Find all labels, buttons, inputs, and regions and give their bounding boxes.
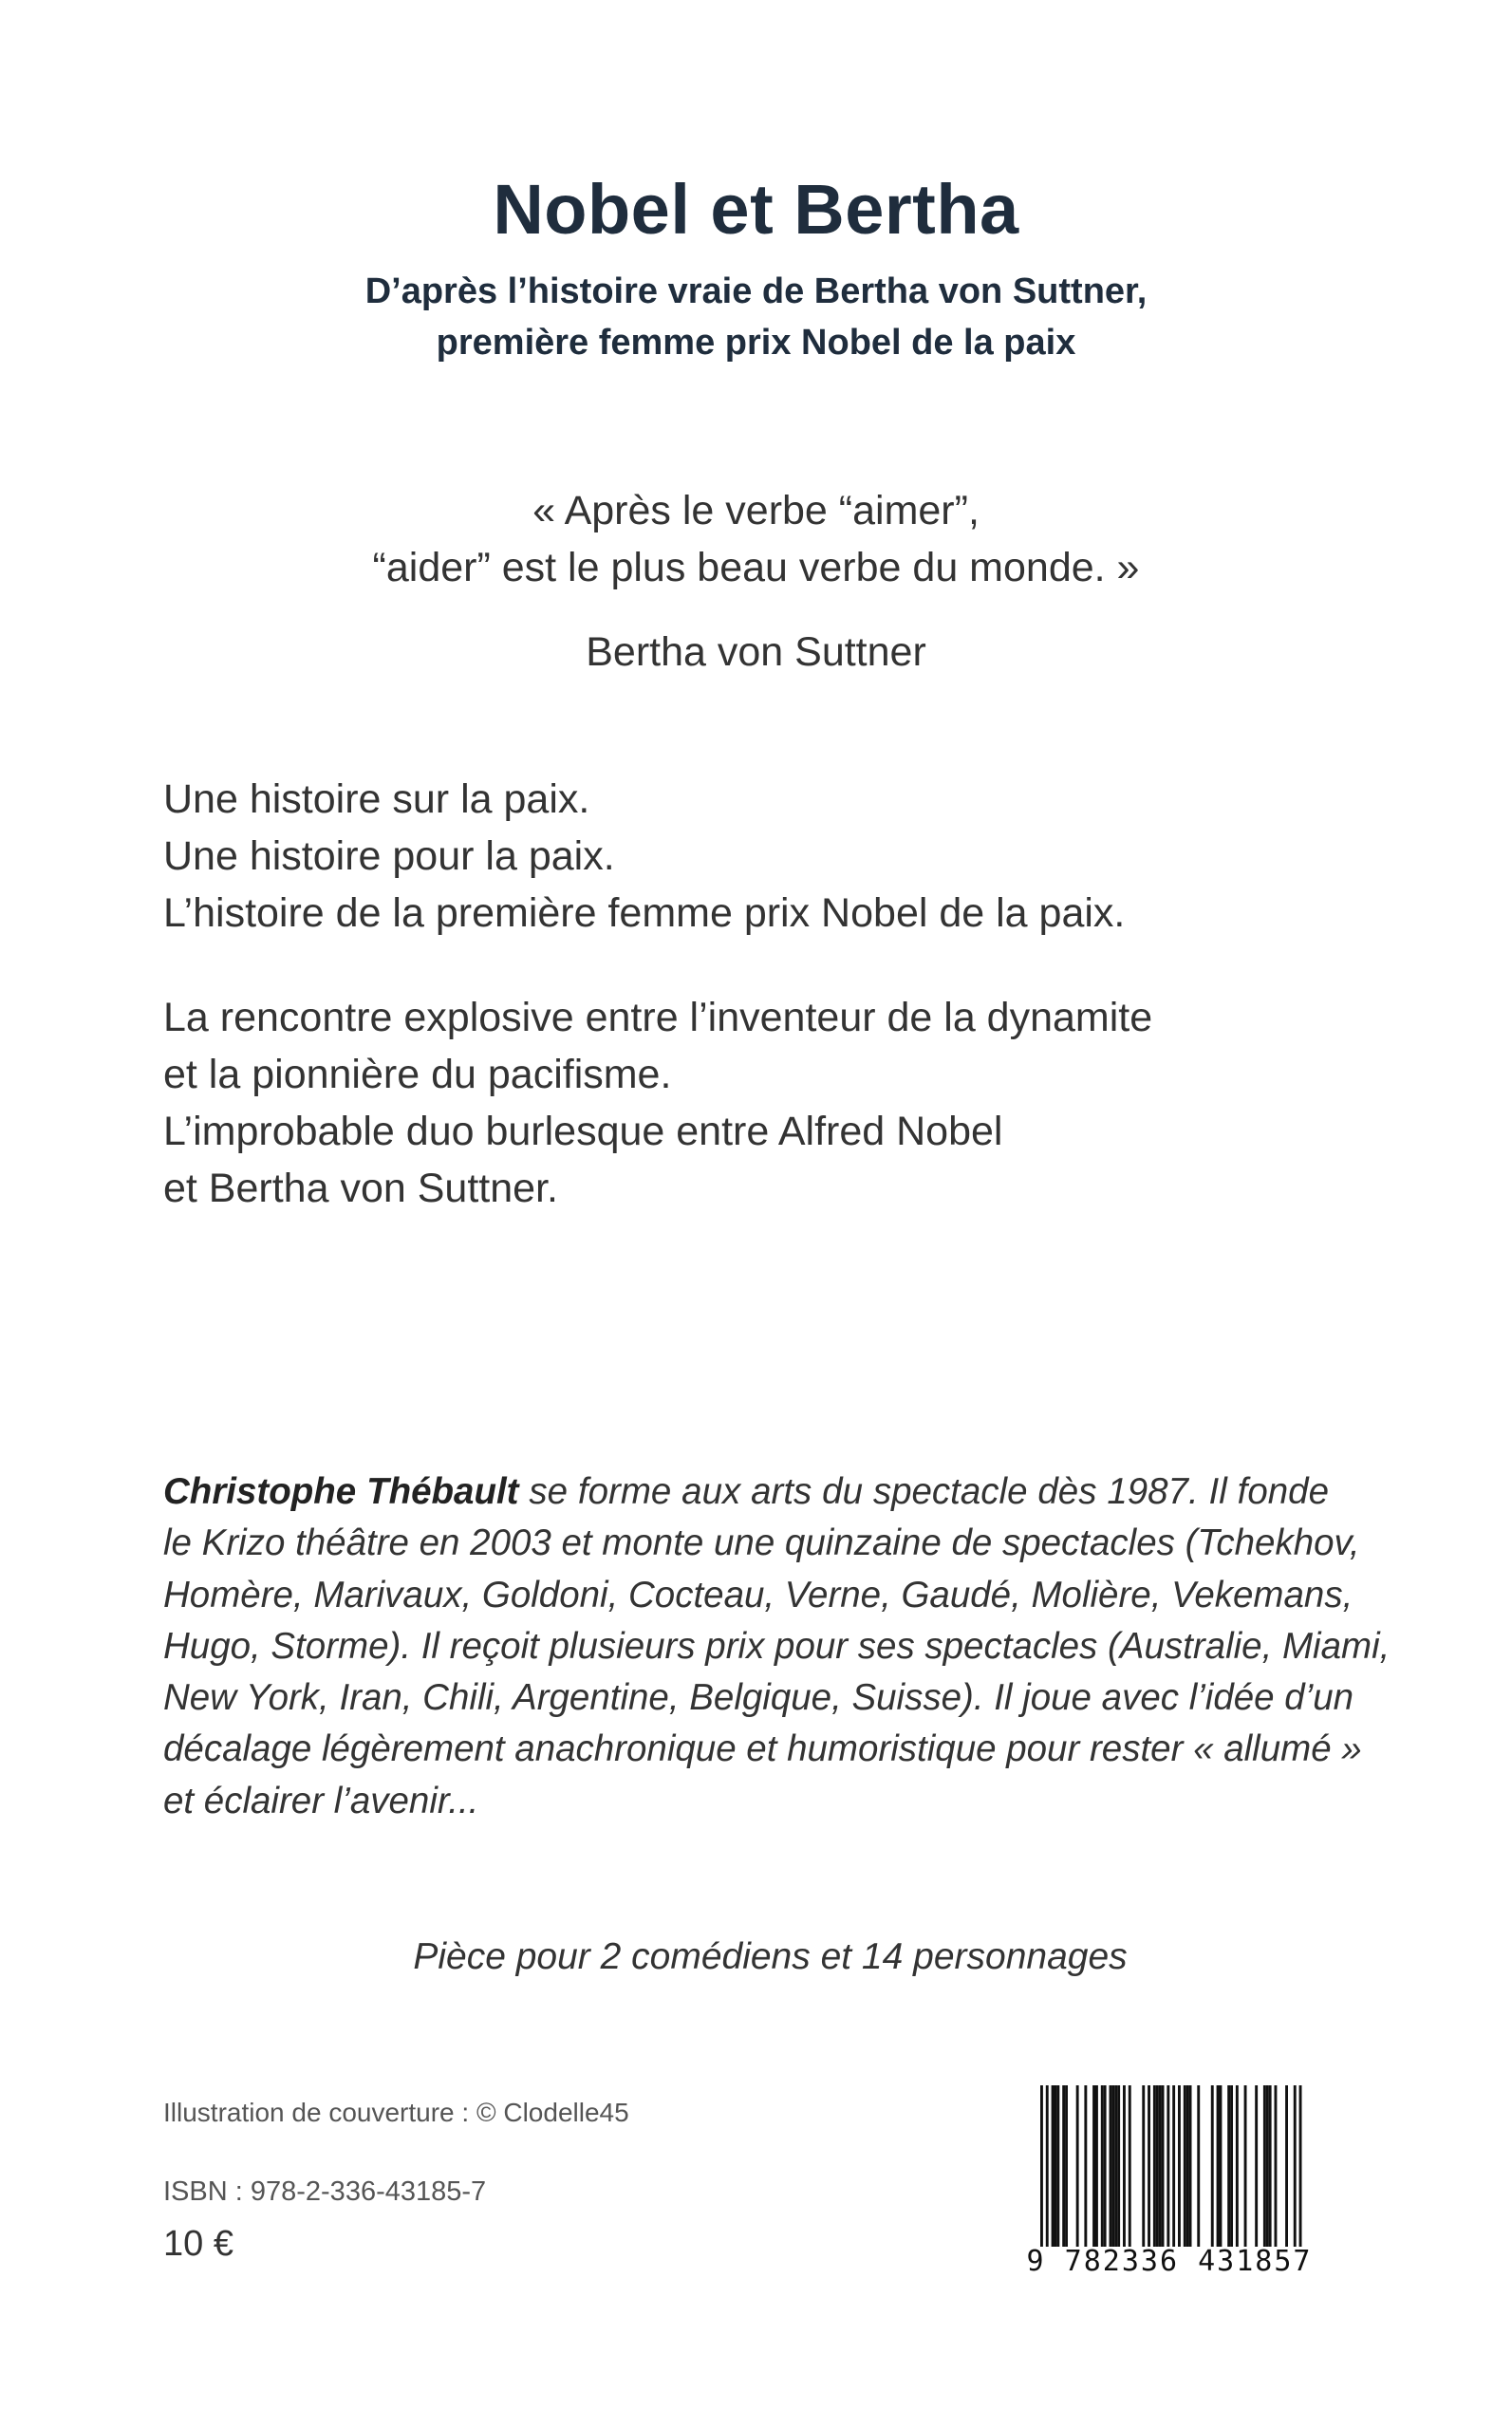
book-price: 10 € [163,2224,233,2264]
barcode-bar [1084,2085,1087,2249]
blurb-line: L’histoire de la première femme prix Nobel de la paix. [163,890,1126,936]
quote-author: Bertha von Suttner [586,629,926,675]
barcode-bar [1114,2085,1117,2249]
barcode-bar [1110,2085,1112,2249]
barcode-bar [1285,2085,1288,2249]
barcode-bar [1197,2085,1200,2249]
quote-line-2: “aider” est le plus beau verbe du monde. » [372,545,1140,590]
bio-line: Homère, Marivaux, Goldoni, Cocteau, Verne, Gaudé, Molière, Vekemans, [163,1574,1353,1615]
barcode-bar [1076,2085,1079,2249]
barcode-bar [1220,2085,1223,2249]
blurb-line: Une histoire pour la paix. [163,833,615,879]
barcode-bar [1266,2085,1269,2249]
bio-line [163,1466,1329,1518]
barcode-bar [1189,2085,1192,2249]
barcode-bar [1211,2085,1214,2249]
barcode-bar [1269,2085,1272,2249]
bio-line: Hugo, Storme). Il reçoit plusieurs prix pour ses spectacles (Australie, Miami, [163,1625,1391,1667]
barcode-bar [1062,2085,1065,2249]
bio-line: le Krizo théâtre en 2003 et monte une quinzaine de spectacles (Tchekhov, [163,1522,1360,1564]
barcode-bar [1236,2085,1239,2249]
barcode-bar [1217,2085,1220,2249]
barcode-bar [1055,2085,1057,2249]
bio-line-1-rest: se forme aux arts du spectacle dès 1987. Il fonde [518,1471,1329,1512]
barcode-bar [1040,2085,1043,2262]
bio-author-name: Christophe Thébault [163,1471,519,1512]
barcode-bar [1153,2085,1156,2249]
barcode-bars [1014,2085,1325,2266]
barcode-bar [1065,2085,1068,2249]
barcode-bar [1227,2085,1230,2249]
barcode-bar [1294,2085,1297,2262]
barcode-bar [1244,2085,1247,2249]
book-subtitle [0,266,1512,368]
bio-line: New York, Iran, Chili, Argentine, Belgique, Suisse). Il joue avec l’idée d’un [163,1677,1354,1719]
barcode-bar [1046,2085,1049,2262]
bio-line: et éclairer l’avenir... [163,1780,479,1821]
barcode-bar [1159,2085,1162,2249]
blurb-paragraph-1 [163,771,1350,942]
barcode-bar [1111,2085,1114,2249]
subtitle-line-1: D’après l’histoire vraie de Bertha von Suttner, [364,271,1148,311]
book-title: Nobel et Bertha [493,170,1019,249]
barcode-bar [1095,2085,1098,2249]
barcode-bar [1052,2085,1055,2249]
barcode-bar [1172,2085,1175,2262]
blurb-line: L’improbable duo burlesque entre Alfred Nobel [163,1109,1003,1154]
subtitle-line-2: première femme prix Nobel de la paix [436,323,1076,363]
isbn-barcode [1014,2085,1325,2278]
barcode-bar [1275,2085,1278,2249]
blurb-line: La rencontre explosive entre l’inventeur de la dynamite [163,995,1153,1040]
barcode-bar [1056,2085,1059,2249]
epigraph-quote [0,482,1512,596]
author-bio [163,1466,1391,1827]
barcode-bar [1156,2085,1159,2249]
barcode-bar [1092,2085,1095,2249]
barcode-bar [1129,2085,1131,2249]
quote-line-1: « Après le verbe “aimer”, [532,488,980,533]
blurb-line: Une histoire sur la paix. [163,776,590,822]
blurb-line: et la pionnière du pacifisme. [163,1052,672,1097]
barcode-bar [1230,2085,1233,2249]
barcode-bar [1167,2085,1169,2262]
barcode-bar [1186,2085,1189,2249]
barcode-bar [1255,2085,1258,2249]
barcode-bar [1148,2085,1150,2249]
barcode-bar [1178,2085,1181,2249]
barcode-bar [1299,2085,1302,2262]
cover-illustration-credit: Illustration de couverture : © Clodelle45 [163,2098,629,2127]
barcode-digits: 9 782336 431857 [1014,2247,1325,2277]
bio-line: décalage légèrement anachronique et humoristique pour rester « allumé » [163,1728,1362,1770]
blurb-line: et Bertha von Suttner. [163,1166,558,1211]
barcode-bar [1117,2085,1120,2249]
blurb-paragraph-2 [163,989,1350,1217]
barcode-bar [1123,2085,1126,2249]
barcode-bar [1184,2085,1186,2249]
cast-info: Pièce pour 2 comédiens et 14 personnages [413,1936,1128,1977]
barcode-bar [1162,2085,1165,2249]
barcode-bar [1142,2085,1145,2249]
barcode-bar [1104,2085,1107,2249]
barcode-bar [1263,2085,1266,2249]
isbn-number: ISBN : 978-2-336-43185-7 [163,2176,487,2207]
barcode-bar [1101,2085,1104,2249]
